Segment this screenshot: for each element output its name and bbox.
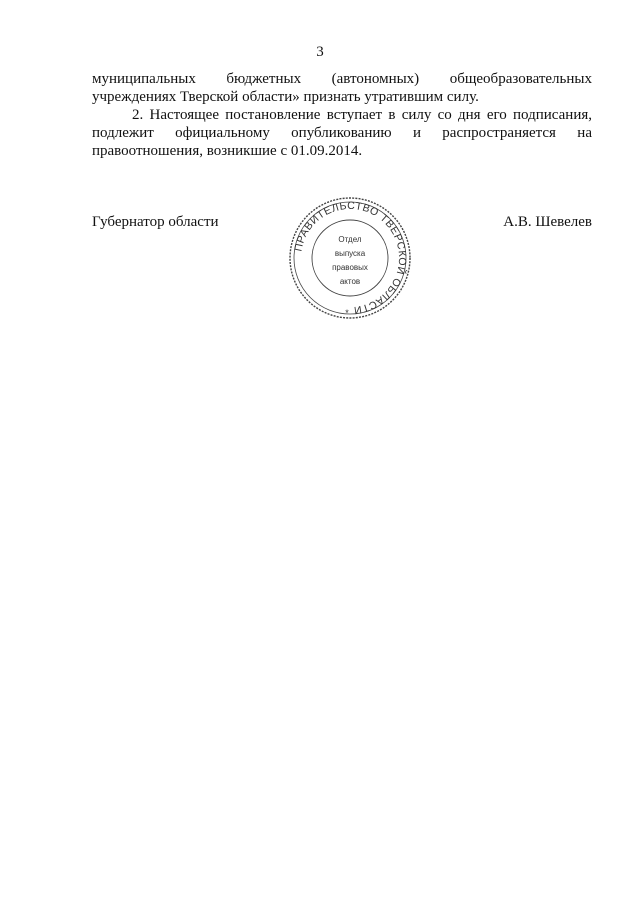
seal-center-line-2: выпуска — [334, 249, 366, 258]
paragraph-1-line-1: муниципальных бюджетных (автономных) общеобразовательных — [92, 71, 592, 87]
seal-ring-text: ПРАВИТЕЛЬСТВО ТВЕРСКОЙ ОБЛАСТИ — [292, 199, 409, 317]
signatory-name: А.В. Шевелев — [503, 214, 592, 230]
seal-center-line-1: Отдел — [338, 235, 362, 244]
paragraph-2: 2. Настоящее постановление вступает в силу со дня его подписания, подлежит официальному опубликованию и распространяется на правоотношения, возникшие с 01.09.2014. — [92, 107, 592, 159]
seal-star: * — [345, 308, 349, 318]
paragraph-1-line-2: учреждениях Тверской области» признать утратившим силу. — [92, 89, 479, 105]
seal-center-line-3: правовых — [332, 263, 368, 272]
paragraph-1 — [92, 70, 592, 106]
body-text — [92, 70, 592, 160]
seal-stamp-icon — [287, 195, 413, 321]
official-seal — [287, 195, 413, 321]
signatory-position: Губернатор области — [92, 214, 219, 230]
seal-center-line-4: актов — [339, 277, 361, 286]
page-number: 3 — [316, 44, 324, 60]
